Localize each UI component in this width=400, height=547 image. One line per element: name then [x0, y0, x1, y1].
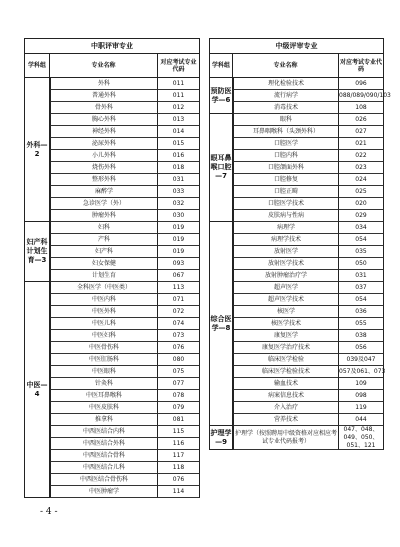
specialty-name: 中医外科 [50, 306, 158, 318]
table-row [209, 186, 384, 198]
page-number: - 4 - [40, 507, 58, 517]
specialty-name: 妇女保健 [50, 258, 158, 270]
specialty-name: 泌尿外科 [50, 138, 158, 150]
table-row [209, 126, 384, 138]
table-row [24, 486, 200, 498]
table-row [209, 246, 384, 258]
table-row [24, 258, 200, 270]
table-row [24, 414, 200, 426]
exam-code: 036 [339, 306, 384, 318]
table-row [209, 234, 384, 246]
specialty-name: 产科 [50, 234, 158, 246]
exam-code: 021 [339, 138, 384, 150]
table-row [209, 90, 391, 102]
specialty-name: 病理学 [233, 222, 339, 234]
table-row [209, 354, 384, 366]
specialty-name: 消毒技术 [233, 102, 339, 114]
table-row [209, 258, 384, 270]
exam-code: 033 [158, 186, 200, 198]
exam-code: 018 [158, 162, 200, 174]
exam-code: 016 [158, 150, 200, 162]
table-row [24, 462, 200, 474]
specialty-name: 口腔内科 [233, 150, 339, 162]
exam-code: 015 [158, 138, 200, 150]
table-row [24, 402, 200, 414]
exam-code: 079 [158, 402, 200, 414]
specialty-name: 临床医学检验 [233, 354, 339, 366]
exam-code: 113 [158, 282, 200, 294]
table-row [24, 174, 200, 186]
table-row [209, 282, 384, 294]
table-row [209, 390, 384, 402]
left-header-name: 专业名称 [50, 54, 158, 78]
table-row [209, 330, 384, 342]
specialty-name: 中医儿科 [50, 318, 158, 330]
exam-code: 088/089/090/103 [339, 90, 384, 102]
specialty-name: 核医学 [233, 306, 339, 318]
table-row [24, 138, 200, 150]
exam-code: 073 [158, 330, 200, 342]
table-row [209, 198, 384, 210]
left-header-code: 对应考试专业代码 [158, 54, 200, 78]
specialty-name: 中医肿瘤学 [50, 486, 158, 498]
specialty-name: 中西医结合骨伤科 [50, 474, 158, 486]
table-row [24, 90, 200, 102]
exam-code: 057及061、073 [339, 366, 384, 378]
specialty-name: 中西医结合骨科 [50, 450, 158, 462]
table-row [24, 318, 200, 330]
table-row [24, 210, 200, 222]
exam-code: 114 [158, 486, 200, 498]
table-row [209, 342, 384, 354]
specialty-name: 核医学技术 [233, 318, 339, 330]
specialty-name: 胸心外科 [50, 114, 158, 126]
table-row [24, 342, 200, 354]
specialty-name: 神经外科 [50, 126, 158, 138]
exam-code: 067 [158, 270, 200, 282]
right-table-title: 中级评审专业 [209, 38, 384, 54]
specialty-name: 病理学技术 [233, 234, 339, 246]
specialty-name: 整形外科 [50, 174, 158, 186]
table-row [24, 354, 200, 366]
exam-code: 075 [158, 366, 200, 378]
exam-code: 109 [339, 378, 384, 390]
specialty-name: 麻醉学 [50, 186, 158, 198]
table-row [24, 390, 200, 402]
table-row [209, 378, 384, 390]
table-row [24, 438, 200, 450]
specialty-name: 中西医结合内科 [50, 426, 158, 438]
exam-code: 019 [158, 246, 200, 258]
table-row [24, 102, 200, 114]
specialty-name: 普通外科 [50, 90, 158, 102]
table-row [24, 150, 200, 162]
exam-code: 012 [158, 102, 200, 114]
exam-code: 044 [339, 414, 384, 426]
specialty-name: 口腔修复 [233, 174, 339, 186]
specialty-name: 推拿科 [50, 414, 158, 426]
table-row [24, 222, 200, 234]
exam-code: 011 [158, 90, 200, 102]
subject-group: 综合医学—8 [209, 222, 233, 426]
specialty-name: 中医内科 [50, 294, 158, 306]
exam-code: 077 [158, 378, 200, 390]
table-row [209, 210, 384, 222]
table-row [24, 330, 200, 342]
exam-code: 020 [339, 198, 384, 210]
specialty-name: 输血技术 [233, 378, 339, 390]
subject-group: 护理学—9 [209, 426, 233, 450]
specialty-name: 口腔医学 [233, 138, 339, 150]
left-table [24, 38, 200, 495]
exam-code: 117 [158, 450, 200, 462]
exam-code: 080 [158, 354, 200, 366]
table-row [24, 474, 200, 486]
specialty-name: 流行病学 [233, 90, 339, 102]
table-row [209, 138, 384, 150]
exam-code: 035 [339, 246, 384, 258]
exam-code: 031 [339, 270, 384, 282]
exam-code: 027 [339, 126, 384, 138]
table-row [24, 198, 200, 210]
right-header-group: 学科组 [209, 54, 233, 78]
exam-code: 093 [158, 258, 200, 270]
exam-code: 076 [158, 474, 200, 486]
right-header-code: 对应考试专业代码 [339, 54, 384, 78]
subject-group: 外科—2 [24, 78, 50, 222]
specialty-name: 全科医学（中医类） [50, 282, 158, 294]
subject-group: 中医—4 [24, 282, 50, 498]
specialty-name: 骨外科 [50, 102, 158, 114]
exam-code: 023 [339, 162, 384, 174]
specialty-name: 放射医学技术 [233, 258, 339, 270]
table-row [24, 114, 200, 126]
subject-group: 妇产科计划生育—3 [24, 222, 50, 282]
exam-code: 030 [158, 210, 200, 222]
table-row [24, 78, 200, 90]
specialty-name: 营养技术 [233, 414, 339, 426]
exam-code: 013 [158, 114, 200, 126]
exam-code: 034 [339, 222, 384, 234]
specialty-name: 中医妇科 [50, 330, 158, 342]
table-row [24, 162, 200, 174]
table-row [209, 318, 384, 330]
specialty-name: 眼科 [233, 114, 339, 126]
subject-group: 眼耳鼻喉口腔—7 [209, 114, 233, 222]
exam-code: 118 [158, 462, 200, 474]
table-row [209, 114, 384, 126]
right-table [209, 38, 391, 466]
specialty-name: 妇科 [50, 222, 158, 234]
exam-code: 054 [339, 294, 384, 306]
exam-code: 055 [339, 318, 384, 330]
exam-code: 047、048、049、050、051、121 [339, 426, 384, 450]
table-row [24, 282, 200, 294]
exam-code: 119 [339, 402, 384, 414]
table-row [24, 186, 200, 198]
table-row [24, 366, 200, 378]
exam-code: 098 [339, 390, 384, 402]
table-row [209, 294, 384, 306]
exam-code: 025 [339, 186, 384, 198]
table-row [209, 366, 384, 378]
specialty-name: 计划生育 [50, 270, 158, 282]
exam-code: 039及047 [339, 354, 384, 366]
table-row [209, 162, 384, 174]
specialty-name: 中西医结合儿科 [50, 462, 158, 474]
exam-code: 072 [158, 306, 200, 318]
subject-group: 预防医学—6 [209, 78, 233, 114]
specialty-name: 针灸科 [50, 378, 158, 390]
exam-code: 096 [339, 78, 384, 90]
right-header-name: 专业名称 [233, 54, 339, 78]
specialty-name: 小儿外科 [50, 150, 158, 162]
table-row [209, 150, 384, 162]
exam-code: 024 [339, 174, 384, 186]
specialty-name: 口腔颌面外科 [233, 162, 339, 174]
table-row [24, 450, 200, 462]
table-row [24, 378, 200, 390]
specialty-name: 中医耳鼻喉科 [50, 390, 158, 402]
left-table-title: 中职评审专业 [24, 38, 200, 54]
table-row [209, 270, 384, 282]
exam-code: 050 [339, 258, 384, 270]
specialty-name: 中医眼科 [50, 366, 158, 378]
table-row [209, 306, 384, 318]
specialty-name: 超声医学 [233, 282, 339, 294]
specialty-name: 放射肿瘤治疗学 [233, 270, 339, 282]
table-row [24, 270, 200, 282]
exam-code: 076 [158, 342, 200, 354]
table-row [24, 234, 200, 246]
left-header-group: 学科组 [24, 54, 50, 78]
specialty-name: 康复医学 [233, 330, 339, 342]
table-row [209, 402, 384, 414]
table-row [24, 294, 200, 306]
exam-code: 116 [158, 438, 200, 450]
specialty-name: 护理学（按照聘用中级资格对应相应考试专业代码报考） [233, 426, 339, 450]
exam-code: 026 [339, 114, 384, 126]
table-row [209, 426, 384, 450]
exam-code: 056 [339, 342, 384, 354]
table-row [209, 222, 384, 234]
table-row [24, 126, 200, 138]
specialty-name: 中医肛肠科 [50, 354, 158, 366]
specialty-name: 介入治疗 [233, 402, 339, 414]
specialty-name: 皮肤病与性病 [233, 210, 339, 222]
exam-code: 037 [339, 282, 384, 294]
exam-code: 078 [158, 390, 200, 402]
specialty-name: 肿瘤外科 [50, 210, 158, 222]
exam-code: 011 [158, 78, 200, 90]
specialty-name: 放射医学 [233, 246, 339, 258]
specialty-name: 口腔正畸 [233, 186, 339, 198]
specialty-name: 超声医学技术 [233, 294, 339, 306]
exam-code: 081 [158, 414, 200, 426]
specialty-name: 病案信息技术 [233, 390, 339, 402]
specialty-name: 口腔医学技术 [233, 198, 339, 210]
exam-code: 022 [339, 150, 384, 162]
table-row [209, 102, 384, 114]
specialty-name: 耳鼻咽喉科（头颈外科） [233, 126, 339, 138]
specialty-name: 康复医学治疗技术 [233, 342, 339, 354]
exam-code: 115 [158, 426, 200, 438]
exam-code: 071 [158, 294, 200, 306]
exam-code: 031 [158, 174, 200, 186]
exam-code: 038 [339, 330, 384, 342]
exam-code: 032 [158, 198, 200, 210]
specialty-name: 急诊医学（外） [50, 198, 158, 210]
exam-code: 029 [339, 210, 384, 222]
specialty-table [24, 38, 391, 495]
exam-code: 054 [339, 234, 384, 246]
table-row [24, 306, 200, 318]
table-row [209, 414, 384, 426]
exam-code: 019 [158, 234, 200, 246]
exam-code: 108 [339, 102, 384, 114]
table-row [209, 174, 384, 186]
table-row [24, 246, 200, 258]
specialty-name: 外科 [50, 78, 158, 90]
exam-code: 019 [158, 222, 200, 234]
specialty-name: 中医骨伤科 [50, 342, 158, 354]
specialty-name: 烧伤外科 [50, 162, 158, 174]
specialty-name: 理化检验技术 [233, 78, 339, 90]
table-row [24, 426, 200, 438]
specialty-name: 临床医学检验技术 [233, 366, 339, 378]
exam-code: 074 [158, 318, 200, 330]
table-row [209, 78, 384, 90]
specialty-name: 中医皮肤科 [50, 402, 158, 414]
specialty-name: 中西医结合外科 [50, 438, 158, 450]
specialty-name: 妇产科 [50, 246, 158, 258]
exam-code: 014 [158, 126, 200, 138]
